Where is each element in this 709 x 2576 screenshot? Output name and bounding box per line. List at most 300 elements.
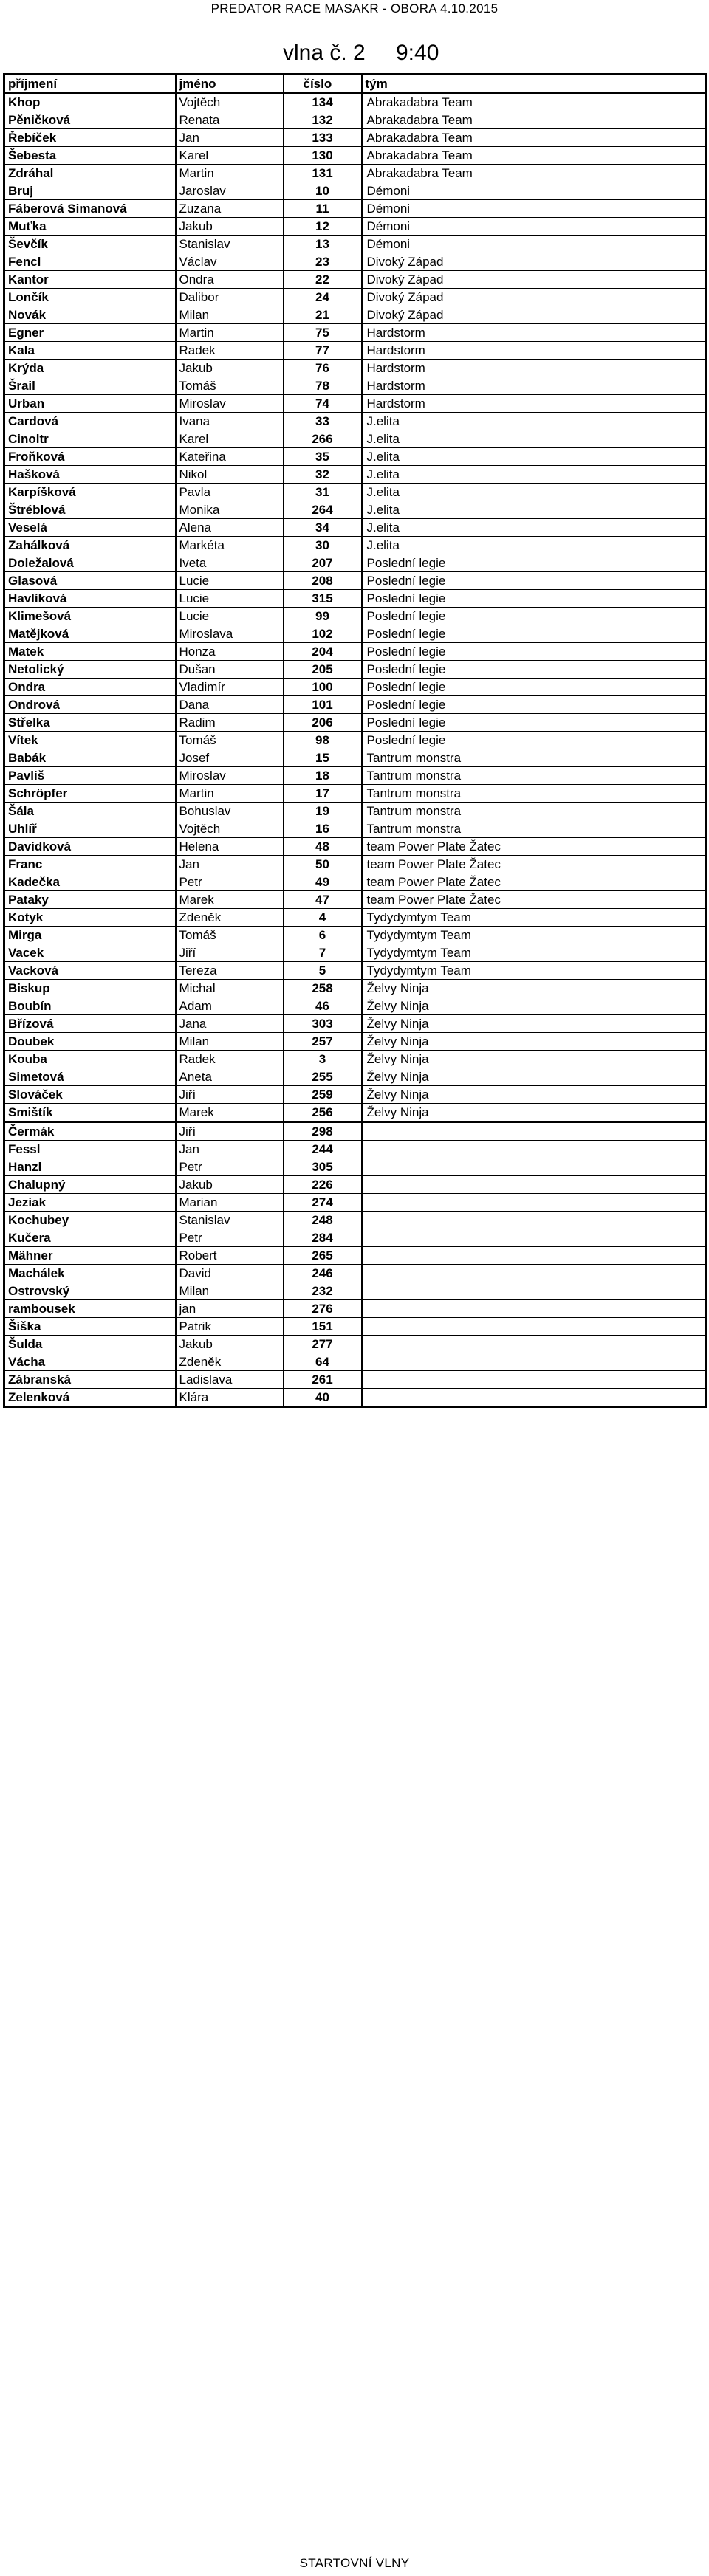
number-cell: 132 <box>284 111 362 129</box>
team-cell: Tantrum monstra <box>362 803 706 820</box>
first-name-cell: Stanislav <box>176 236 284 253</box>
table-row <box>4 306 706 324</box>
number-cell: 315 <box>284 590 362 608</box>
table-row <box>4 980 706 997</box>
page-header: PREDATOR RACE MASAKR - OBORA 4.10.2015 <box>210 1 499 16</box>
number-cell: 21 <box>284 306 362 324</box>
team-cell: Hardstorm <box>362 395 706 413</box>
number-cell: 257 <box>284 1033 362 1051</box>
table-row <box>4 537 706 554</box>
table-row <box>4 1353 706 1371</box>
surname-cell: Froňková <box>4 448 176 466</box>
first-name-cell: Jaroslav <box>176 182 284 200</box>
team-cell: Divoký Západ <box>362 289 706 306</box>
first-name-cell: David <box>176 1265 284 1282</box>
surname-cell: rambousek <box>4 1300 176 1318</box>
team-cell: Abrakadabra Team <box>362 165 706 182</box>
number-cell: 208 <box>284 572 362 590</box>
surname-cell: Slováček <box>4 1086 176 1104</box>
team-cell <box>362 1141 706 1158</box>
table-row <box>4 1247 706 1265</box>
surname-cell: Hanzl <box>4 1158 176 1176</box>
team-cell: Tantrum monstra <box>362 785 706 803</box>
team-cell <box>362 1247 706 1265</box>
table-row <box>4 253 706 271</box>
number-cell: 31 <box>284 484 362 501</box>
team-cell: Divoký Západ <box>362 271 706 289</box>
team-cell: Abrakadabra Team <box>362 147 706 165</box>
table-row <box>4 767 706 785</box>
surname-cell: Vácha <box>4 1353 176 1371</box>
table-row <box>4 271 706 289</box>
first-name-cell: Nikol <box>176 466 284 484</box>
number-cell: 255 <box>284 1068 362 1086</box>
team-cell: Tydydymtym Team <box>362 909 706 927</box>
number-cell: 5 <box>284 962 362 980</box>
first-name-cell: Lucie <box>176 608 284 625</box>
surname-cell: Urban <box>4 395 176 413</box>
column-header-number: číslo <box>284 75 362 94</box>
number-cell: 248 <box>284 1212 362 1229</box>
first-name-cell: Ladislava <box>176 1371 284 1389</box>
team-cell: Želvy Ninja <box>362 997 706 1015</box>
team-cell: Poslední legie <box>362 643 706 661</box>
first-name-cell: Petr <box>176 873 284 891</box>
table-row <box>4 1051 706 1068</box>
first-name-cell: Jan <box>176 1141 284 1158</box>
table-row <box>4 944 706 962</box>
team-cell <box>362 1158 706 1176</box>
first-name-cell: Zdeněk <box>176 909 284 927</box>
surname-cell: Vacková <box>4 962 176 980</box>
surname-cell: Uhlíř <box>4 820 176 838</box>
table-row <box>4 732 706 749</box>
first-name-cell: Iveta <box>176 554 284 572</box>
team-cell: Démoni <box>362 182 706 200</box>
surname-cell: Smištík <box>4 1104 176 1122</box>
column-header-first-name: jméno <box>176 75 284 94</box>
number-cell: 3 <box>284 1051 362 1068</box>
table-row <box>4 1015 706 1033</box>
first-name-cell: Pavla <box>176 484 284 501</box>
table-row <box>4 590 706 608</box>
first-name-cell: Zdeněk <box>176 1353 284 1371</box>
first-name-cell: Ivana <box>176 413 284 430</box>
surname-cell: Jeziak <box>4 1194 176 1212</box>
surname-cell: Kala <box>4 342 176 360</box>
number-cell: 22 <box>284 271 362 289</box>
number-cell: 261 <box>284 1371 362 1389</box>
team-cell <box>362 1265 706 1282</box>
surname-cell: Vacek <box>4 944 176 962</box>
team-cell: Poslední legie <box>362 590 706 608</box>
surname-cell: Karpíšková <box>4 484 176 501</box>
number-cell: 284 <box>284 1229 362 1247</box>
table-row <box>4 1104 706 1122</box>
table-row <box>4 111 706 129</box>
table-row <box>4 661 706 679</box>
team-cell: Poslední legie <box>362 572 706 590</box>
table-row <box>4 501 706 519</box>
first-name-cell: Milan <box>176 1033 284 1051</box>
table-row <box>4 696 706 714</box>
number-cell: 133 <box>284 129 362 147</box>
team-cell: Démoni <box>362 236 706 253</box>
first-name-cell: Ondra <box>176 271 284 289</box>
number-cell: 77 <box>284 342 362 360</box>
first-name-cell: Honza <box>176 643 284 661</box>
number-cell: 276 <box>284 1300 362 1318</box>
team-cell <box>362 1282 706 1300</box>
surname-cell: Netolický <box>4 661 176 679</box>
team-cell: J.elita <box>362 448 706 466</box>
first-name-cell: Karel <box>176 147 284 165</box>
table-row <box>4 1371 706 1389</box>
team-cell: Želvy Ninja <box>362 1051 706 1068</box>
first-name-cell: Tereza <box>176 962 284 980</box>
surname-cell: Hašková <box>4 466 176 484</box>
surname-cell: Franc <box>4 856 176 873</box>
number-cell: 232 <box>284 1282 362 1300</box>
table-row <box>4 1229 706 1247</box>
team-cell: J.elita <box>362 484 706 501</box>
surname-cell: Muťka <box>4 218 176 236</box>
number-cell: 10 <box>284 182 362 200</box>
team-cell: Poslední legie <box>362 554 706 572</box>
first-name-cell: Jakub <box>176 1176 284 1194</box>
first-name-cell: Dana <box>176 696 284 714</box>
table-row <box>4 625 706 643</box>
first-name-cell: Marek <box>176 1104 284 1122</box>
team-cell: Želvy Ninja <box>362 1015 706 1033</box>
table-row <box>4 643 706 661</box>
first-name-cell: Michal <box>176 980 284 997</box>
team-cell: Abrakadabra Team <box>362 111 706 129</box>
number-cell: 246 <box>284 1265 362 1282</box>
surname-cell: Šála <box>4 803 176 820</box>
table-row <box>4 1122 706 1141</box>
table-row <box>4 679 706 696</box>
first-name-cell: Tomáš <box>176 732 284 749</box>
number-cell: 98 <box>284 732 362 749</box>
table-row <box>4 785 706 803</box>
team-cell: Hardstorm <box>362 360 706 377</box>
table-row <box>4 572 706 590</box>
number-cell: 47 <box>284 891 362 909</box>
team-cell: team Power Plate Žatec <box>362 873 706 891</box>
team-cell: Poslední legie <box>362 625 706 643</box>
number-cell: 99 <box>284 608 362 625</box>
surname-cell: Šebesta <box>4 147 176 165</box>
team-cell <box>362 1212 706 1229</box>
surname-cell: Machálek <box>4 1265 176 1282</box>
table-row <box>4 93 706 111</box>
number-cell: 4 <box>284 909 362 927</box>
surname-cell: Zelenková <box>4 1389 176 1407</box>
number-cell: 30 <box>284 537 362 554</box>
first-name-cell: Kateřina <box>176 448 284 466</box>
start-list-sheet <box>3 41 705 1408</box>
table-row <box>4 891 706 909</box>
table-row <box>4 395 706 413</box>
first-name-cell: Petr <box>176 1158 284 1176</box>
first-name-cell: Václav <box>176 253 284 271</box>
number-cell: 78 <box>284 377 362 395</box>
team-cell: J.elita <box>362 501 706 519</box>
surname-cell: Krýda <box>4 360 176 377</box>
first-name-cell: Dalibor <box>176 289 284 306</box>
table-row <box>4 448 706 466</box>
surname-cell: Kotyk <box>4 909 176 927</box>
start-list-table <box>3 73 707 1408</box>
first-name-cell: Aneta <box>176 1068 284 1086</box>
first-name-cell: Jan <box>176 129 284 147</box>
team-cell: J.elita <box>362 537 706 554</box>
number-cell: 265 <box>284 1247 362 1265</box>
team-cell <box>362 1353 706 1371</box>
team-cell: Želvy Ninja <box>362 1086 706 1104</box>
surname-cell: Matek <box>4 643 176 661</box>
surname-cell: Doležalová <box>4 554 176 572</box>
number-cell: 134 <box>284 93 362 111</box>
page-footer: STARTOVNÍ VLNY <box>299 2556 410 2570</box>
table-row <box>4 1158 706 1176</box>
first-name-cell: Markéta <box>176 537 284 554</box>
first-name-cell: Radim <box>176 714 284 732</box>
surname-cell: Ondra <box>4 679 176 696</box>
team-cell: Tydydymtym Team <box>362 962 706 980</box>
team-cell: Tantrum monstra <box>362 820 706 838</box>
team-cell: Démoni <box>362 218 706 236</box>
number-cell: 6 <box>284 927 362 944</box>
number-cell: 48 <box>284 838 362 856</box>
team-cell <box>362 1176 706 1194</box>
first-name-cell: Bohuslav <box>176 803 284 820</box>
number-cell: 33 <box>284 413 362 430</box>
surname-cell: Schröpfer <box>4 785 176 803</box>
table-row <box>4 218 706 236</box>
team-cell: Poslední legie <box>362 661 706 679</box>
team-cell: Divoký Západ <box>362 253 706 271</box>
wave-label: vlna č. 2 <box>283 41 366 65</box>
number-cell: 32 <box>284 466 362 484</box>
first-name-cell: Karel <box>176 430 284 448</box>
number-cell: 205 <box>284 661 362 679</box>
start-time: 9:40 <box>396 41 439 65</box>
team-cell: Želvy Ninja <box>362 980 706 997</box>
number-cell: 274 <box>284 1194 362 1212</box>
first-name-cell: Jiří <box>176 1122 284 1141</box>
team-cell: Poslední legie <box>362 714 706 732</box>
surname-cell: Doubek <box>4 1033 176 1051</box>
surname-cell: Babák <box>4 749 176 767</box>
team-cell <box>362 1336 706 1353</box>
first-name-cell: Milan <box>176 1282 284 1300</box>
table-row <box>4 430 706 448</box>
team-cell: team Power Plate Žatec <box>362 838 706 856</box>
table-row <box>4 820 706 838</box>
number-cell: 266 <box>284 430 362 448</box>
surname-cell: Fáberová Simanová <box>4 200 176 218</box>
first-name-cell: Robert <box>176 1247 284 1265</box>
table-row <box>4 236 706 253</box>
first-name-cell: Jana <box>176 1015 284 1033</box>
first-name-cell: Petr <box>176 1229 284 1247</box>
team-cell <box>362 1300 706 1318</box>
surname-cell: Pataky <box>4 891 176 909</box>
table-row <box>4 1033 706 1051</box>
header-row <box>4 75 706 94</box>
number-cell: 19 <box>284 803 362 820</box>
number-cell: 12 <box>284 218 362 236</box>
table-row <box>4 519 706 537</box>
table-row <box>4 714 706 732</box>
surname-cell: Ondrová <box>4 696 176 714</box>
number-cell: 16 <box>284 820 362 838</box>
surname-cell: Veselá <box>4 519 176 537</box>
team-cell: J.elita <box>362 413 706 430</box>
number-cell: 35 <box>284 448 362 466</box>
first-name-cell: Miroslava <box>176 625 284 643</box>
number-cell: 7 <box>284 944 362 962</box>
first-name-cell: Jakub <box>176 360 284 377</box>
first-name-cell: Josef <box>176 749 284 767</box>
team-cell: J.elita <box>362 466 706 484</box>
number-cell: 204 <box>284 643 362 661</box>
team-cell: Želvy Ninja <box>362 1033 706 1051</box>
first-name-cell: Jiří <box>176 1086 284 1104</box>
table-row <box>4 1141 706 1158</box>
first-name-cell: Martin <box>176 324 284 342</box>
table-row <box>4 1068 706 1086</box>
surname-cell: Šulda <box>4 1336 176 1353</box>
first-name-cell: Klára <box>176 1389 284 1407</box>
table-row <box>4 856 706 873</box>
first-name-cell: Lucie <box>176 590 284 608</box>
number-cell: 277 <box>284 1336 362 1353</box>
team-cell <box>362 1122 706 1141</box>
team-cell: Tydydymtym Team <box>362 944 706 962</box>
team-cell: Tantrum monstra <box>362 749 706 767</box>
team-cell: J.elita <box>362 519 706 537</box>
team-cell <box>362 1318 706 1336</box>
team-cell: Démoni <box>362 200 706 218</box>
number-cell: 13 <box>284 236 362 253</box>
table-row <box>4 377 706 395</box>
surname-cell: Pavliš <box>4 767 176 785</box>
surname-cell: Kučera <box>4 1229 176 1247</box>
first-name-cell: Marian <box>176 1194 284 1212</box>
number-cell: 34 <box>284 519 362 537</box>
number-cell: 24 <box>284 289 362 306</box>
team-cell: team Power Plate Žatec <box>362 891 706 909</box>
surname-cell: Čermák <box>4 1122 176 1141</box>
team-cell: Poslední legie <box>362 608 706 625</box>
first-name-cell: Lucie <box>176 572 284 590</box>
team-cell: Hardstorm <box>362 324 706 342</box>
number-cell: 50 <box>284 856 362 873</box>
first-name-cell: Radek <box>176 1051 284 1068</box>
first-name-cell: Jan <box>176 856 284 873</box>
surname-cell: Zahálková <box>4 537 176 554</box>
surname-cell: Egner <box>4 324 176 342</box>
surname-cell: Biskup <box>4 980 176 997</box>
number-cell: 226 <box>284 1176 362 1194</box>
first-name-cell: Milan <box>176 306 284 324</box>
wave-title <box>3 38 705 67</box>
surname-cell: Šrail <box>4 377 176 395</box>
table-row <box>4 1318 706 1336</box>
team-cell: Želvy Ninja <box>362 1104 706 1122</box>
table-row <box>4 484 706 501</box>
table-row <box>4 1265 706 1282</box>
number-cell: 23 <box>284 253 362 271</box>
number-cell: 207 <box>284 554 362 572</box>
team-cell: Želvy Ninja <box>362 1068 706 1086</box>
surname-cell: Boubín <box>4 997 176 1015</box>
surname-cell: Ševčík <box>4 236 176 253</box>
team-cell: Poslední legie <box>362 679 706 696</box>
surname-cell: Simetová <box>4 1068 176 1086</box>
first-name-cell: jan <box>176 1300 284 1318</box>
table-row <box>4 360 706 377</box>
surname-cell: Matějková <box>4 625 176 643</box>
table-row <box>4 466 706 484</box>
table-row <box>4 1300 706 1318</box>
surname-cell: Řebíček <box>4 129 176 147</box>
table-row <box>4 927 706 944</box>
first-name-cell: Martin <box>176 785 284 803</box>
number-cell: 259 <box>284 1086 362 1104</box>
table-row <box>4 997 706 1015</box>
table-row <box>4 1176 706 1194</box>
table-row <box>4 1282 706 1300</box>
surname-cell: Kantor <box>4 271 176 289</box>
number-cell: 74 <box>284 395 362 413</box>
first-name-cell: Renata <box>176 111 284 129</box>
first-name-cell: Martin <box>176 165 284 182</box>
number-cell: 206 <box>284 714 362 732</box>
team-cell: Tydydymtym Team <box>362 927 706 944</box>
number-cell: 298 <box>284 1122 362 1141</box>
first-name-cell: Tomáš <box>176 927 284 944</box>
first-name-cell: Jakub <box>176 218 284 236</box>
table-row <box>4 147 706 165</box>
team-cell <box>362 1389 706 1407</box>
first-name-cell: Radek <box>176 342 284 360</box>
surname-cell: Zdráhal <box>4 165 176 182</box>
table-row <box>4 873 706 891</box>
team-cell: J.elita <box>362 430 706 448</box>
team-cell: Divoký Západ <box>362 306 706 324</box>
table-row <box>4 1212 706 1229</box>
team-cell: Tantrum monstra <box>362 767 706 785</box>
number-cell: 264 <box>284 501 362 519</box>
surname-cell: Kadečka <box>4 873 176 891</box>
first-name-cell: Dušan <box>176 661 284 679</box>
team-cell: Abrakadabra Team <box>362 93 706 111</box>
table-row <box>4 749 706 767</box>
surname-cell: Davídková <box>4 838 176 856</box>
first-name-cell: Miroslav <box>176 395 284 413</box>
number-cell: 46 <box>284 997 362 1015</box>
table-row <box>4 129 706 147</box>
first-name-cell: Helena <box>176 838 284 856</box>
table-row <box>4 324 706 342</box>
table-row <box>4 182 706 200</box>
first-name-cell: Jakub <box>176 1336 284 1353</box>
surname-cell: Ostrovský <box>4 1282 176 1300</box>
